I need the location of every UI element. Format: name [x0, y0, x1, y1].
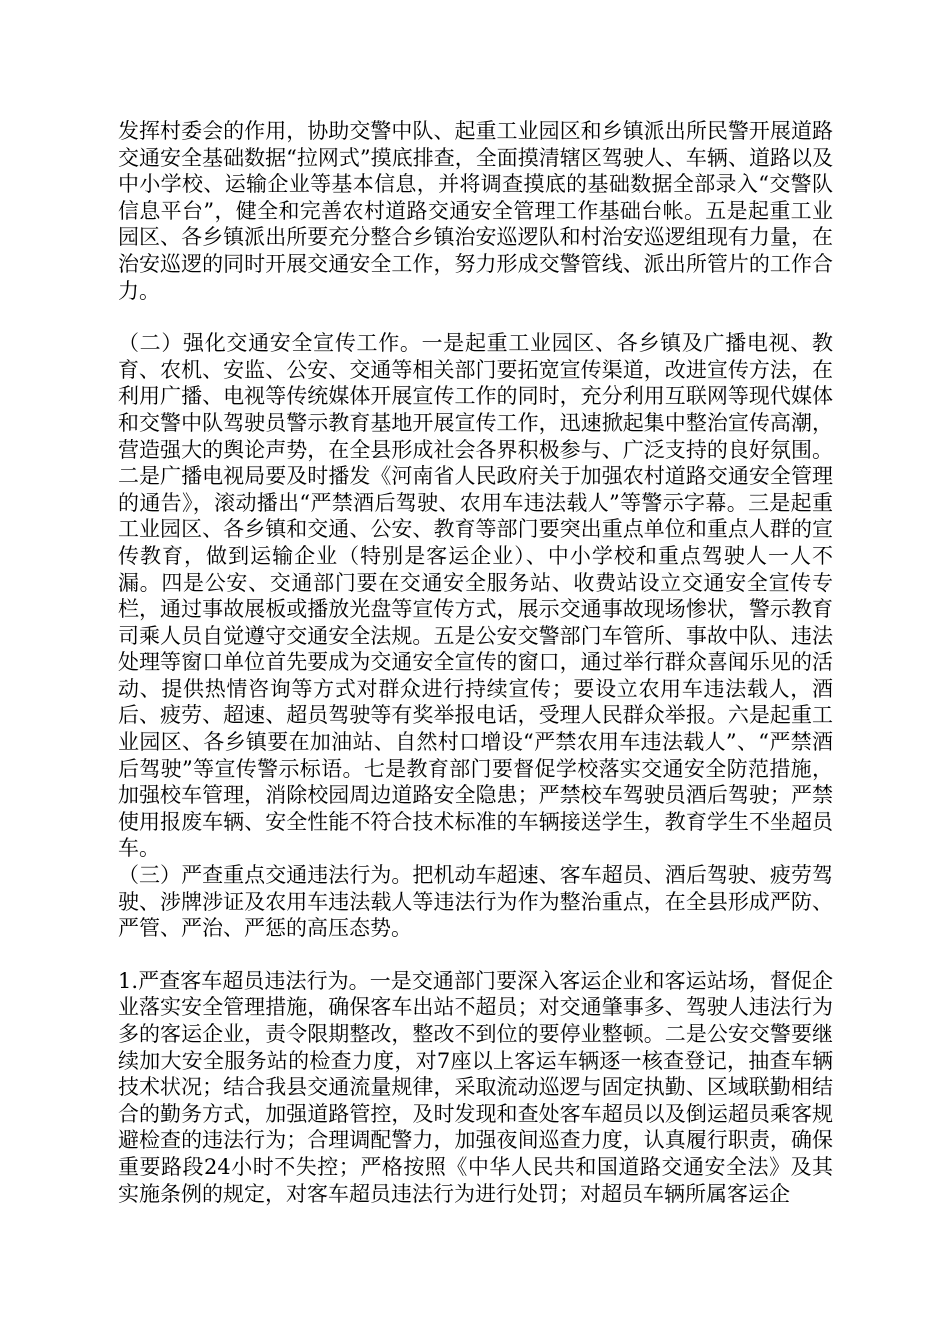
document-body: [118, 118, 833, 1207]
paragraph-gap: [118, 942, 833, 968]
paragraph-safety-publicity: （二）强化交通安全宣传工作。一是起重工业园区、各乡镇及广播电视、教育、农机、安监、公安、交通等相关部门要拓宽宣传渠道，改进宣传方法，在利用广播、电视等传统媒体开展宣传工作的同时，充分利用互联网等现代媒体和交警中队驾驶员警示教育基地开展宣传工作，迅速掀起集中整治宣传高潮，营造强大的舆论声势，在全县形成社会各界积极参与、广泛支持的良好氛围。二是广播电视局要及时播发《河南省人民政府关于加强农村道路交通安全管理的通告》，滚动播出“严禁酒后驾驶、农用车违法载人”等警示字幕。三是起重工业园区、各乡镇和交通、公安、教育等部门要突出重点单位和重点人群的宣传教育，做到运输企业（特别是客运企业）、中小学校和重点驾驶人一人不漏。四是公安、交通部门要在交通安全服务站、收费站设立交通安全宣传专栏，通过事故展板或播放光盘等宣传方式，展示交通事故现场惨状，警示教育司乘人员自觉遵守交通安全法规。五是公安交警部门车管所、事故中队、违法处理等窗口单位首先要成为交通安全宣传的窗口，通过举行群众喜闻乐见的活动、提供热情咨询等方式对群众进行持续宣传；要设立农用车违法载人，酒后、疲劳、超速、超员驾驶等有奖举报电话，受理人民群众举报。六是起重工业园区、各乡镇要在加油站、自然村口增设“严禁农用车违法载人”、“严禁酒后驾驶”等宣传警示标语。七是教育部门要督促学校落实交通安全防范措施，加强校车管理，消除校园周边道路安全隐患；严禁校车驾驶员酒后驾驶；严禁使用报废车辆、安全性能不符合技术标准的车辆接送学生，教育学生不坐超员车。: [118, 331, 833, 861]
paragraph-key-violations: （三）严查重点交通违法行为。把机动车超速、客车超员、酒后驾驶、疲劳驾驶、涉牌涉证及农用车违法载人等违法行为作为整治重点，在全县形成严防、严管、严治、严惩的高压态势。: [118, 863, 833, 941]
paragraph-gap: [118, 304, 833, 330]
paragraph-rural-coordination: 发挥村委会的作用，协助交警中队、起重工业园区和乡镇派出所民警开展道路交通安全基础数据“拉网式”摸底排查，全面摸清辖区驾驶人、车辆、道路以及中小学校、运输企业等基本信息，并将调查摸底的基础数据全部录入“交警队信息平台”，健全和完善农村道路交通安全管理工作基础台帐。五是起重工业园区、各乡镇派出所要充分整合乡镇治安巡逻队和村治安巡逻组现有力量，在治安巡逻的同时开展交通安全工作，努力形成交警管线、派出所管片的工作合力。: [118, 119, 833, 303]
paragraph-bus-overload: 1.严查客车超员违法行为。一是交通部门要深入客运企业和客运站场，督促企业落实安全管理措施，确保客车出站不超员；对交通肇事多、驾驶人违法行为多的客运企业，责令限期整改，整改不到位的要停业整顿。二是公安交警要继续加大安全服务站的检查力度，对7座以上客运车辆逐一核查登记，抽查车辆技术状况；结合我县交通流量规律，采取流动巡逻与固定执勤、区域联勤相结合的勤务方式，加强道路管控，及时发现和查处客车超员以及倒运超员乘客规避检查的违法行为；合理调配警力，加强夜间巡查力度，认真履行职责，确保重要路段24小时不失控；严格按照《中华人民共和国道路交通安全法》及其实施条例的规定，对客车超员违法行为进行处罚；对超员车辆所属客运企: [118, 968, 833, 1206]
